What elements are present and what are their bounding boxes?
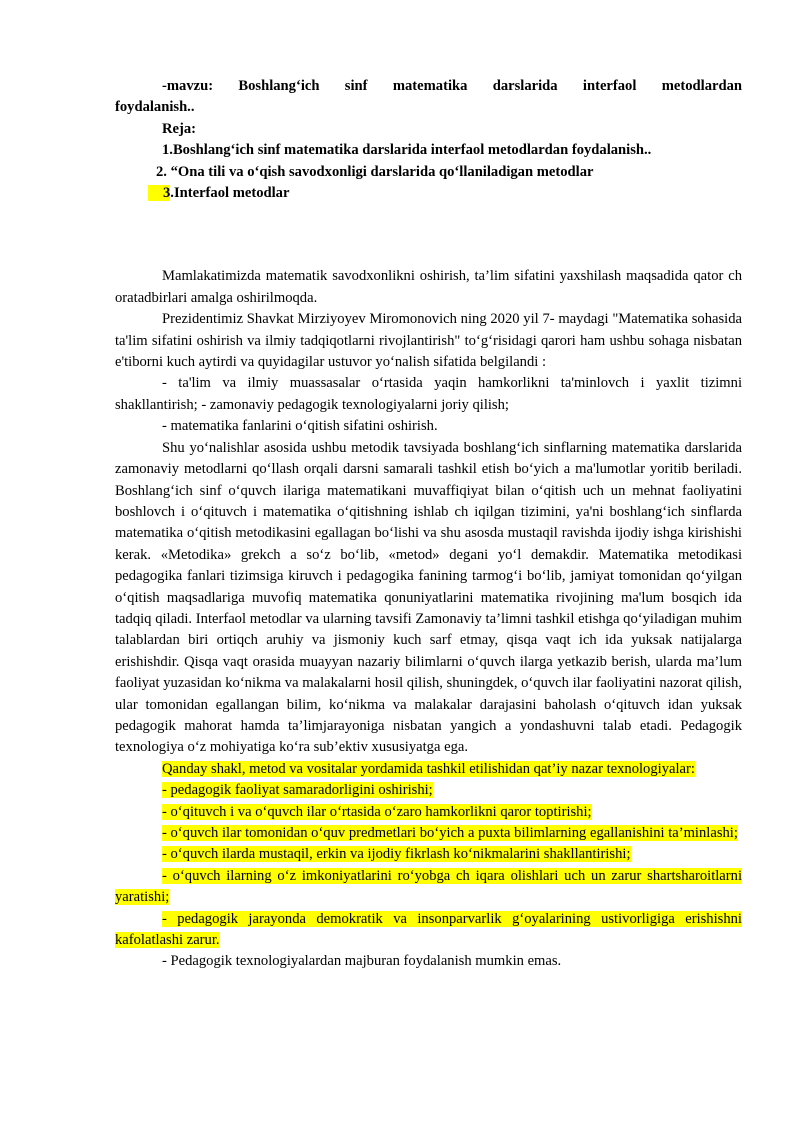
topic-line: -mavzu: Boshlang‘ich sinf matematika darslarida interfaol metodlardan xyxy=(162,78,742,94)
plan-item-2: 2. “Ona tili va o‘qish savodxonligi darslarida qo‘llaniladigan metodlar xyxy=(156,163,594,180)
plan-item-3: 3.Interfaol metodlar xyxy=(115,183,742,204)
spacer xyxy=(115,204,742,266)
paragraph-closing: - Pedagogik texnologiyalardan majburan foydalanish mumkin emas. xyxy=(162,953,562,970)
highlighted-item-4: - o‘quvch ilarda mustaqil, erkin va ijodiy fikrlash ko‘nikmalarini shakllantirishi; xyxy=(162,846,631,863)
highlighted-item-6: - pedagogik jarayonda demokratik va insonparvarlik g‘oyalarining ustivorligiga erishishni kafolatlashi zarur. xyxy=(115,910,742,949)
paragraph-intro: Mamlakatimizda matematik savodxonlikni oshirish, ta’lim sifatini yaxshilash maqsadida qator ch oratadbirlari amalga oshirilmoqda. xyxy=(115,268,742,306)
highlighted-item-1: - pedagogik faoliyat samaradorligini oshirishi; xyxy=(162,782,433,799)
paragraph-decree: Prezidentimiz Shavkat Mirziyoyev Miromonovich ning 2020 yil 7- maydagi "Matematika sohasida ta'lim sifatini oshirish va ilmiy tadqiqotlarni rivojlantirish" to‘g‘risidagi qarori ham ushbu sohaga nisbatan e'tiborni kuch aytirdi va quyidagilar ustuvor yo‘nalish sifatida belgilandi : xyxy=(115,311,742,371)
paragraph-priority-1: - ta'lim va ilmiy muassasalar o‘rtasida yaqin hamkorlikni ta'minlovch i yaxlit tizimni shakllantirish; - zamonaviy pedagogik texnologiyalarni joriy qilish; xyxy=(115,375,742,413)
plan-item-1: 1.Boshlang‘ich sinf matematika darslarida interfaol metodlardan foydalanish.. xyxy=(162,142,652,159)
plan-item-3-number: 3 xyxy=(148,185,170,201)
highlighted-item-2: - o‘qituvch i va o‘quvch ilar o‘rtasida o‘zaro hamkorlikni qaror toptirishi; xyxy=(162,803,592,820)
highlighted-question: Qanday shakl, metod va vositalar yordamida tashkil etilishidan qat’iy nazar texnologiyalar: xyxy=(162,760,695,777)
highlighted-item-5: - o‘quvch ilarning o‘z imkoniyatlarini ro‘yobga ch iqara olishlari uch un zarur shartsharoitlarni yaratishi; xyxy=(115,867,742,906)
paragraph-methodology: Shu yo‘nalishlar asosida ushbu metodik tavsiyada boshlang‘ich sinflarning matematika darslarida zamonaviy metodlarni qo‘llash orqali darsni samarali tashkil etish bo‘yich a ma'lumotlar yoritib beriladi. Boshlang‘ich sinf o‘quvch ilariga matematikani muvaffiqiyat bilan o‘qitish uch un mehnat faoliyatini boshlovch i o‘qituvch i matematika o‘qitishning ishlab ch iqilgan tizimini, ya'ni boshlang‘ich sinflarda matematika o‘qitish metodikasini egallagan bo‘lishi va shu asosda mustaqil ravishda ijodiy ishga kirishishi kerak. «Metodika» grekch a so‘z bo‘lib, «metod» degani yo‘l demakdir. Matematika metodikasi pedagogika fanlari tizimsiga kiruvch i pedagogika fanining tarmog‘i bo‘lib, jamiyat tomonidan qo‘yilgan o‘qitish maqsadlariga muvofiq matematika qonuniyatlarini matematika rivojining ma'lum bosqich ida tadqiq qiladi. Interfaol metodlar va ularning tavsifi Zamonaviy ta’limni tashkil etishga qo‘yiladigan muhim talablardan biri ortiqch aruhiy va jismoniy kuch sarf etmay, qisqa vaqt ich ida yuksak natijalarga erishishdir. Qisqa vaqt orasida muayyan nazariy bilimlarni o‘quvch ilarga yetkazib berish, ularda ma’lum faoliyat yuzasidan ko‘nikma va malakalarni hosil qilish, shuningdek, o‘quvch ilar faoliyatini nazorat qilish, ular tomonidan egallangan bilim, ko‘nikma va malakalar darajasini baholash o‘qituvch idan yuksak pedagogik mahorat hamda ta’limjarayoniga nisbatan yangich a yondashuvni talab etadi. Pedagogik texnologiya o‘z mohiyatiga ko‘ra sub’ektiv xususiyatga ega. xyxy=(115,439,742,756)
plan-heading: Reja: xyxy=(162,120,197,137)
highlighted-item-3: - o‘quvch ilar tomonidan o‘quv predmetlari bo‘yich a puxta bilimlarning egallanishini ta’minlashi; xyxy=(162,825,738,841)
topic-line-continuation: foydalanish.. xyxy=(115,99,195,116)
paragraph-priority-2: - matematika fanlarini o‘qitish sifatini oshirish. xyxy=(162,418,438,435)
document-page xyxy=(115,76,742,973)
